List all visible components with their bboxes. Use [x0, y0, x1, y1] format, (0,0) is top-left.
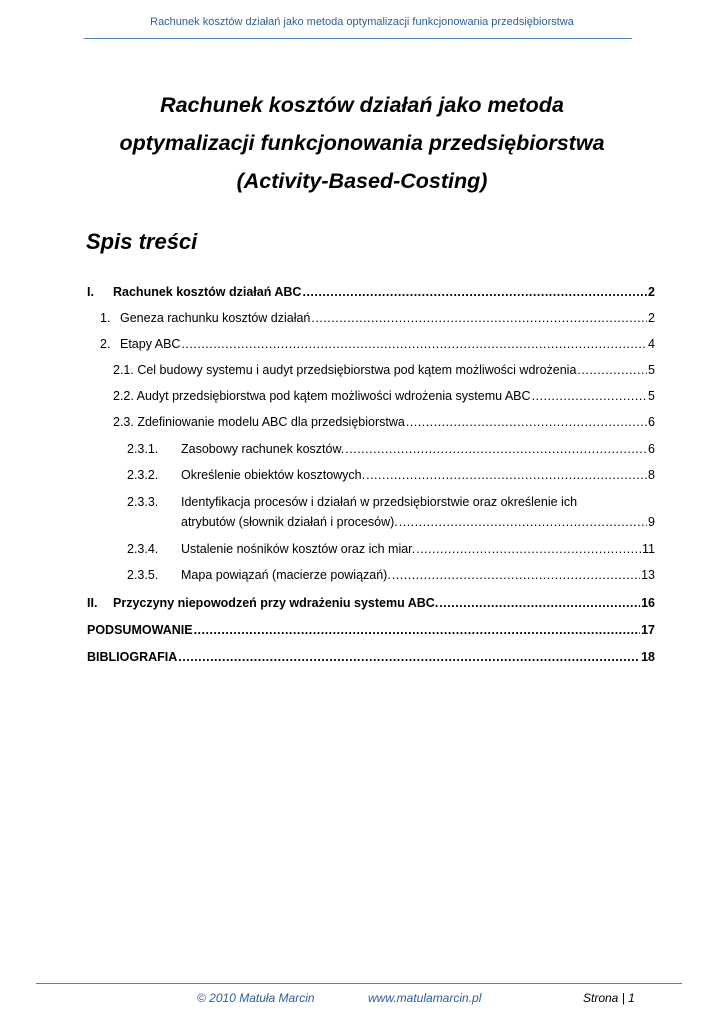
toc-leader-dots — [532, 387, 647, 405]
toc-entry-text: 2.3. Zdefiniowanie modelu ABC dla przedsiębiorstwa — [113, 415, 405, 429]
toc-entry[interactable] — [87, 648, 655, 666]
toc-entry-text: Etapy ABC — [120, 337, 181, 351]
toc-leader-dots — [181, 335, 647, 353]
toc-entry-page: 17 — [641, 623, 655, 637]
toc-entry-number: 2.3.1. — [127, 442, 159, 456]
toc-entry[interactable] — [127, 466, 655, 484]
toc-entry[interactable] — [87, 621, 655, 639]
toc-entry-number: I. — [87, 285, 94, 299]
toc-entry[interactable] — [127, 440, 655, 458]
toc-entry[interactable] — [127, 540, 655, 558]
toc-leader-dots — [399, 512, 647, 532]
toc-entry-page: 6 — [648, 442, 655, 456]
toc-entry-page: 8 — [648, 468, 655, 482]
footer-divider — [36, 983, 682, 984]
toc-entry[interactable] — [127, 492, 655, 532]
toc-entry[interactable] — [100, 335, 655, 353]
toc-leader-dots — [406, 413, 647, 431]
footer-website-link[interactable]: www.matulamarcin.pl — [368, 991, 482, 1005]
toc-entry-text: Zasobowy rachunek kosztów. — [181, 442, 345, 456]
toc-leader-dots — [577, 361, 647, 379]
toc-entry[interactable] — [87, 283, 655, 301]
toc-entry-page: 16 — [641, 596, 655, 610]
toc-entry[interactable] — [127, 566, 655, 584]
toc-entry[interactable] — [113, 387, 655, 405]
toc-entry-page: 11 — [642, 542, 655, 556]
footer-page-number: Strona | 1 — [583, 991, 635, 1005]
toc-entry[interactable] — [113, 413, 655, 431]
footer-copyright: © 2010 Matuła Marcin — [197, 991, 315, 1005]
toc-leader-dots — [302, 283, 647, 301]
toc-entry-number: II. — [87, 596, 98, 610]
toc-entry-number: 1. — [100, 311, 111, 325]
toc-entry-text: Określenie obiektów kosztowych. — [181, 468, 366, 482]
toc-leader-dots — [311, 309, 647, 327]
toc-entry[interactable] — [113, 361, 655, 379]
toc-entry[interactable] — [100, 309, 655, 327]
toc-entry-page: 9 — [648, 515, 655, 529]
toc-entry-page: 13 — [641, 568, 655, 582]
toc-entry-text: Identyfikacja procesów i działań w przedsiębiorstwie oraz określenie ich — [181, 495, 578, 509]
toc-entry-text: BIBLIOGRAFIA — [87, 650, 178, 664]
toc-leader-dots — [194, 621, 641, 639]
toc-leader-dots — [345, 440, 647, 458]
document-title-line: optymalizacji funkcjonowania przedsiębiorstwa — [119, 131, 605, 155]
toc-entry-text: Mapa powiązań (macierze powiązań). — [181, 568, 391, 582]
toc-entry-text-continued: atrybutów (słownik działań i procesów). — [181, 515, 398, 529]
toc-leader-dots — [416, 540, 641, 558]
toc-entry-number: 2.3.3. — [127, 495, 159, 509]
toc-entry-text: PODSUMOWANIE — [87, 623, 193, 637]
toc-entry-number: 2. — [100, 337, 111, 351]
running-header-title: Rachunek kosztów działań jako metoda optymalizacji funkcjonowania przedsiębiorstwa — [150, 16, 574, 28]
toc-entry-text: 2.2. Audyt przedsiębiorstwa pod kątem możliwości wdrożenia systemu ABC — [113, 389, 531, 403]
toc-entry-page: 4 — [648, 337, 655, 351]
toc-entry-text: 2.1. Cel budowy systemu i audyt przedsiębiorstwa pod kątem możliwości wdrożenia — [113, 363, 577, 377]
toc-entry-page: 2 — [648, 285, 655, 299]
toc-entry-number: 2.3.4. — [127, 542, 159, 556]
toc-leader-dots — [439, 594, 640, 612]
toc-entry-text: Przyczyny niepowodzeń przy wdrażeniu systemu ABC. — [113, 596, 439, 610]
toc-entry-text: Ustalenie nośników kosztów oraz ich miar. — [181, 542, 416, 556]
toc-entry-text: Rachunek kosztów działań ABC — [113, 285, 302, 299]
toc-entry-page: 5 — [648, 389, 655, 403]
toc-entry-page: 18 — [641, 650, 655, 664]
toc-entry-number: 2.3.2. — [127, 468, 159, 482]
toc-entry[interactable] — [87, 594, 655, 612]
toc-leader-dots — [178, 648, 640, 666]
header-divider — [84, 38, 632, 39]
toc-leader-dots — [366, 466, 647, 484]
toc-heading: Spis treści — [86, 229, 198, 254]
document-title-line: (Activity-Based-Costing) — [236, 169, 488, 193]
toc-entry-number: 2.3.5. — [127, 568, 159, 582]
document-title-line: Rachunek kosztów działań jako metoda — [160, 93, 564, 117]
toc-entry-page: 6 — [648, 415, 655, 429]
toc-entry-page: 5 — [648, 363, 655, 377]
toc-entry-page: 2 — [648, 311, 655, 325]
document-title — [84, 86, 640, 200]
toc-leader-dots — [392, 566, 640, 584]
toc-entry-text: Geneza rachunku kosztów działań — [120, 311, 311, 325]
